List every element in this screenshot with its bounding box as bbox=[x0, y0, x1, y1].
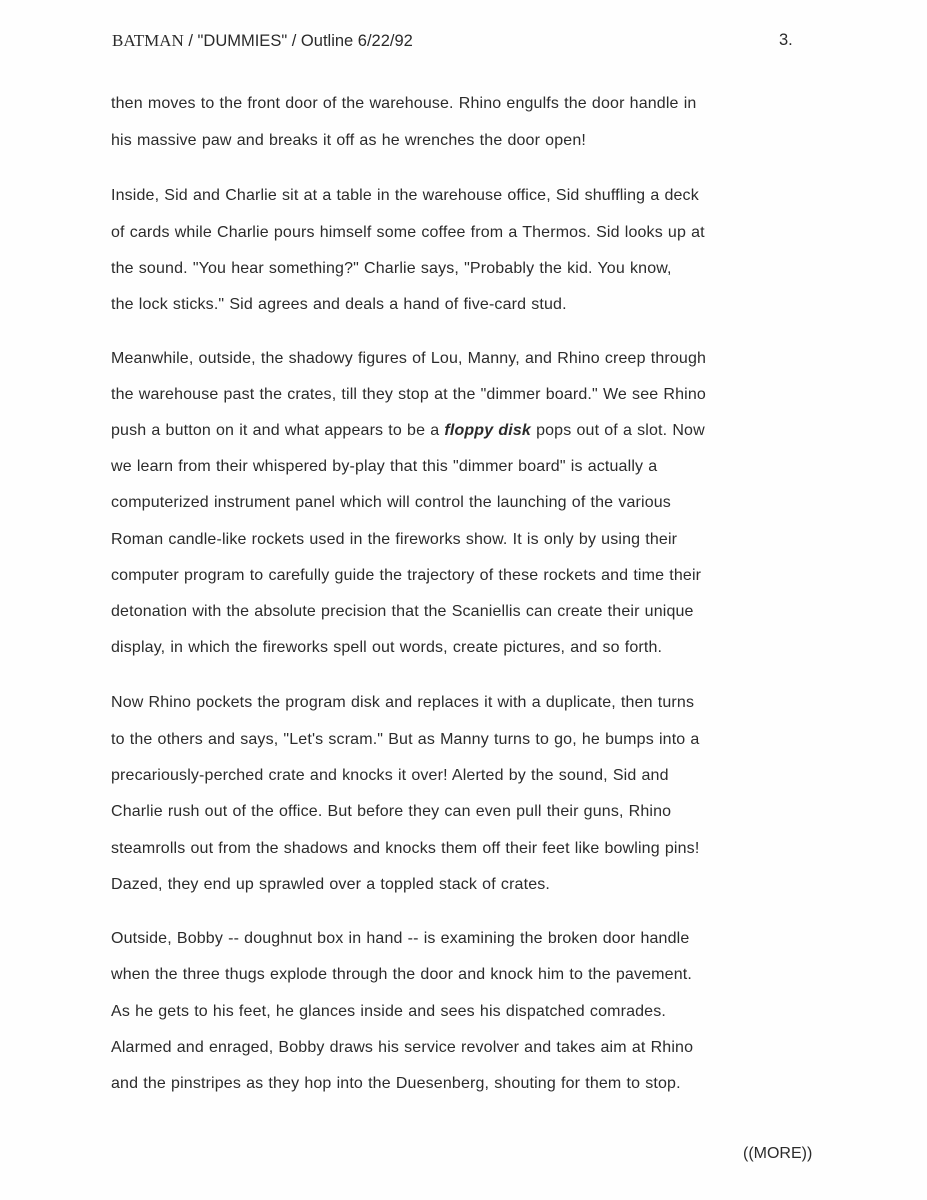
text-line: the warehouse past the crates, till they stop at the "dimmer board." We see Rhino bbox=[111, 386, 706, 403]
text-line: display, in which the fireworks spell out words, create pictures, and so forth. bbox=[111, 639, 663, 656]
text-span: pops out of a slot. Now bbox=[530, 422, 705, 439]
text-line: and the pinstripes as they hop into the Duesenberg, shouting for them to stop. bbox=[111, 1075, 681, 1092]
text-line: computerized instrument panel which will control the launching of the various bbox=[111, 494, 671, 511]
text-span: push a button on it and what appears to be a bbox=[111, 422, 445, 439]
text-line: Inside, Sid and Charlie sit at a table in the warehouse office, Sid shuffling a deck bbox=[111, 187, 699, 204]
text-line: when the three thugs explode through the door and knock him to the pavement. bbox=[111, 966, 692, 983]
text-line: the sound. "You hear something?" Charlie says, "Probably the kid. You know, bbox=[111, 260, 672, 277]
continued-marker: ((MORE)) bbox=[743, 1145, 813, 1162]
page-number: 3. bbox=[779, 31, 793, 49]
header-subtitle: / "DUMMIES" / Outline 6/22/92 bbox=[183, 32, 413, 50]
text-line: Alarmed and enraged, Bobby draws his service revolver and takes aim at Rhino bbox=[111, 1039, 694, 1056]
text-line: Roman candle-like rockets used in the fireworks show. It is only by using their bbox=[111, 531, 678, 548]
text-line: detonation with the absolute precision that the Scaniellis can create their unique bbox=[111, 603, 694, 620]
text-line: As he gets to his feet, he glances inside and sees his dispatched comrades. bbox=[111, 1003, 666, 1020]
text-line: Now Rhino pockets the program disk and replaces it with a duplicate, then turns bbox=[111, 694, 695, 711]
text-line: computer program to carefully guide the trajectory of these rockets and time their bbox=[111, 567, 702, 584]
page-header bbox=[112, 31, 413, 51]
header-title: BATMAN bbox=[112, 31, 184, 50]
text-line bbox=[111, 422, 705, 440]
text-line: to the others and says, "Let's scram." But as Manny turns to go, he bumps into a bbox=[111, 731, 700, 748]
text-line: precariously-perched crate and knocks it over! Alerted by the sound, Sid and bbox=[111, 767, 669, 784]
text-line: Outside, Bobby -- doughnut box in hand -- is examining the broken door handle bbox=[111, 930, 690, 947]
text-line: of cards while Charlie pours himself some coffee from a Thermos. Sid looks up at bbox=[111, 224, 705, 241]
text-line: Charlie rush out of the office. But before they can even pull their guns, Rhino bbox=[111, 803, 672, 820]
text-line: his massive paw and breaks it off as he wrenches the door open! bbox=[111, 132, 586, 149]
text-line: then moves to the front door of the warehouse. Rhino engulfs the door handle in bbox=[111, 95, 697, 112]
text-line: Meanwhile, outside, the shadowy figures of Lou, Manny, and Rhino creep through bbox=[111, 350, 707, 367]
emphasis-text: floppy disk bbox=[444, 422, 531, 439]
text-line: the lock sticks." Sid agrees and deals a hand of five-card stud. bbox=[111, 296, 567, 313]
text-line: Dazed, they end up sprawled over a toppled stack of crates. bbox=[111, 876, 550, 893]
text-line: we learn from their whispered by-play that this "dimmer board" is actually a bbox=[111, 458, 658, 475]
text-line: steamrolls out from the shadows and knocks them off their feet like bowling pins! bbox=[111, 840, 700, 857]
